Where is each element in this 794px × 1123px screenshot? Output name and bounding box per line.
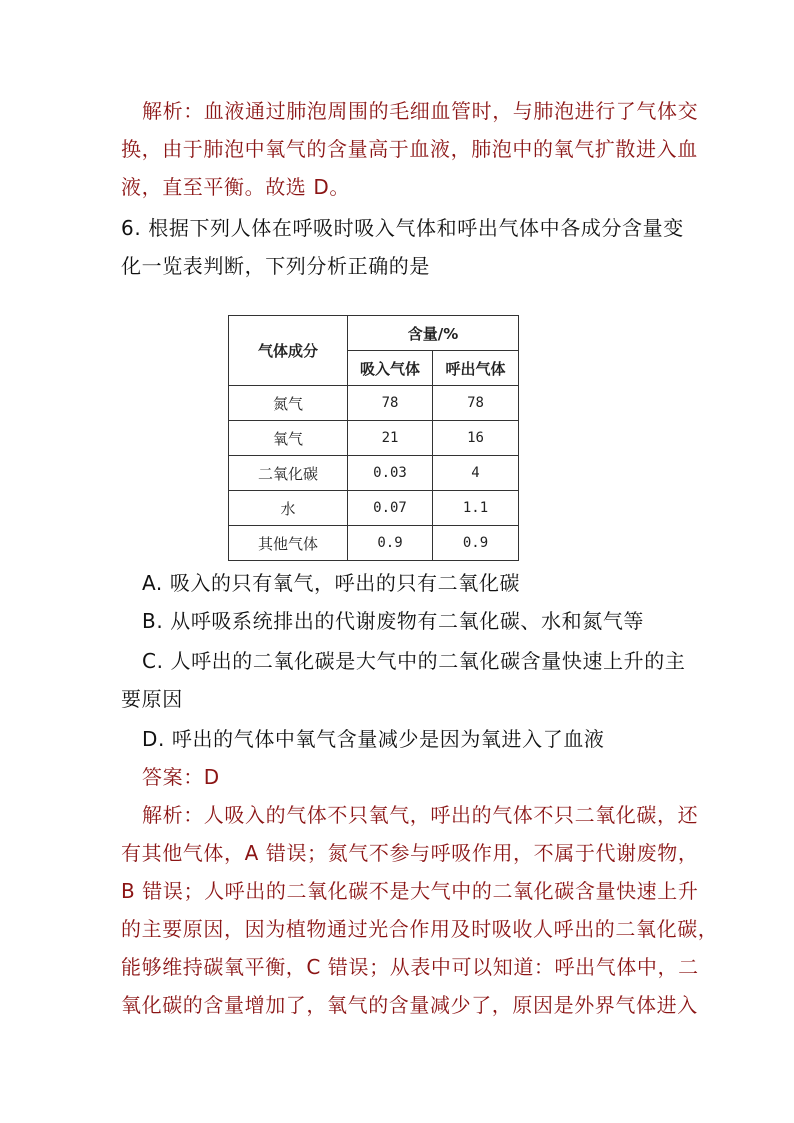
header-gas-component: 气体成分 [229, 316, 348, 386]
analysis2-line-1: 解析：人吸入的气体不只氧气，呼出的气体不只二氧化碳，还 [142, 803, 699, 827]
gas-name: 氮气 [229, 386, 348, 421]
exhaled-value: 1.1 [433, 491, 519, 526]
question-line-1: 6. 根据下列人体在呼吸时吸入气体和呼出气体中各成分含量变 [121, 216, 684, 240]
option-c-line-2: 要原因 [121, 687, 183, 711]
gas-name: 水 [229, 491, 348, 526]
exhaled-value: 78 [433, 386, 519, 421]
inhaled-value: 0.07 [348, 491, 433, 526]
table-row [229, 491, 519, 526]
inhaled-value: 0.9 [348, 526, 433, 561]
header-exhaled: 呼出气体 [433, 351, 519, 386]
gas-content-table [228, 315, 519, 561]
analysis2-line-6: 氧化碳的含量增加了，氧气的含量减少了，原因是外界气体进入 [121, 993, 698, 1017]
gas-name: 二氧化碳 [229, 456, 348, 491]
option-a: A. 吸入的只有氧气，呼出的只有二氧化碳 [142, 571, 521, 595]
analysis2-line-2: 有其他气体，A 错误；氮气不参与呼吸作用，不属于代谢废物， [121, 841, 699, 865]
inhaled-value: 0.03 [348, 456, 433, 491]
option-d: D. 呼出的气体中氧气含量减少是因为氧进入了血液 [142, 727, 605, 751]
table-row [229, 456, 519, 491]
analysis-line-2: 换，由于肺泡中氧气的含量高于血液，肺泡中的氧气扩散进入血 [121, 137, 698, 161]
gas-name: 氧气 [229, 421, 348, 456]
exhaled-value: 0.9 [433, 526, 519, 561]
analysis2-line-5: 能够维持碳氧平衡，C 错误；从表中可以知道：呼出气体中，二 [121, 955, 699, 979]
option-c-line-1: C. 人呼出的二氧化碳是大气中的二氧化碳含量快速上升的主 [142, 649, 686, 673]
header-inhaled: 吸入气体 [348, 351, 433, 386]
analysis-line-1: 解析：血液通过肺泡周围的毛细血管时，与肺泡进行了气体交 [142, 99, 699, 123]
option-b: B. 从呼吸系统排出的代谢废物有二氧化碳、水和氮气等 [142, 609, 645, 633]
header-content-percent: 含量/% [348, 316, 519, 351]
gas-name: 其他气体 [229, 526, 348, 561]
table-row [229, 386, 519, 421]
question-line-2: 化一览表判断，下列分析正确的是 [121, 254, 430, 278]
exhaled-value: 4 [433, 456, 519, 491]
analysis2-line-4: 的主要原因，因为植物通过光合作用及时吸收人呼出的二氧化碳， [121, 917, 719, 941]
answer: 答案：D [142, 765, 220, 789]
inhaled-value: 78 [348, 386, 433, 421]
analysis2-line-3: B 错误；人呼出的二氧化碳不是大气中的二氧化碳含量快速上升 [121, 879, 699, 903]
exhaled-value: 16 [433, 421, 519, 456]
analysis-line-3: 液，直至平衡。故选 D。 [121, 175, 350, 199]
table-row [229, 526, 519, 561]
table-row [229, 421, 519, 456]
inhaled-value: 21 [348, 421, 433, 456]
